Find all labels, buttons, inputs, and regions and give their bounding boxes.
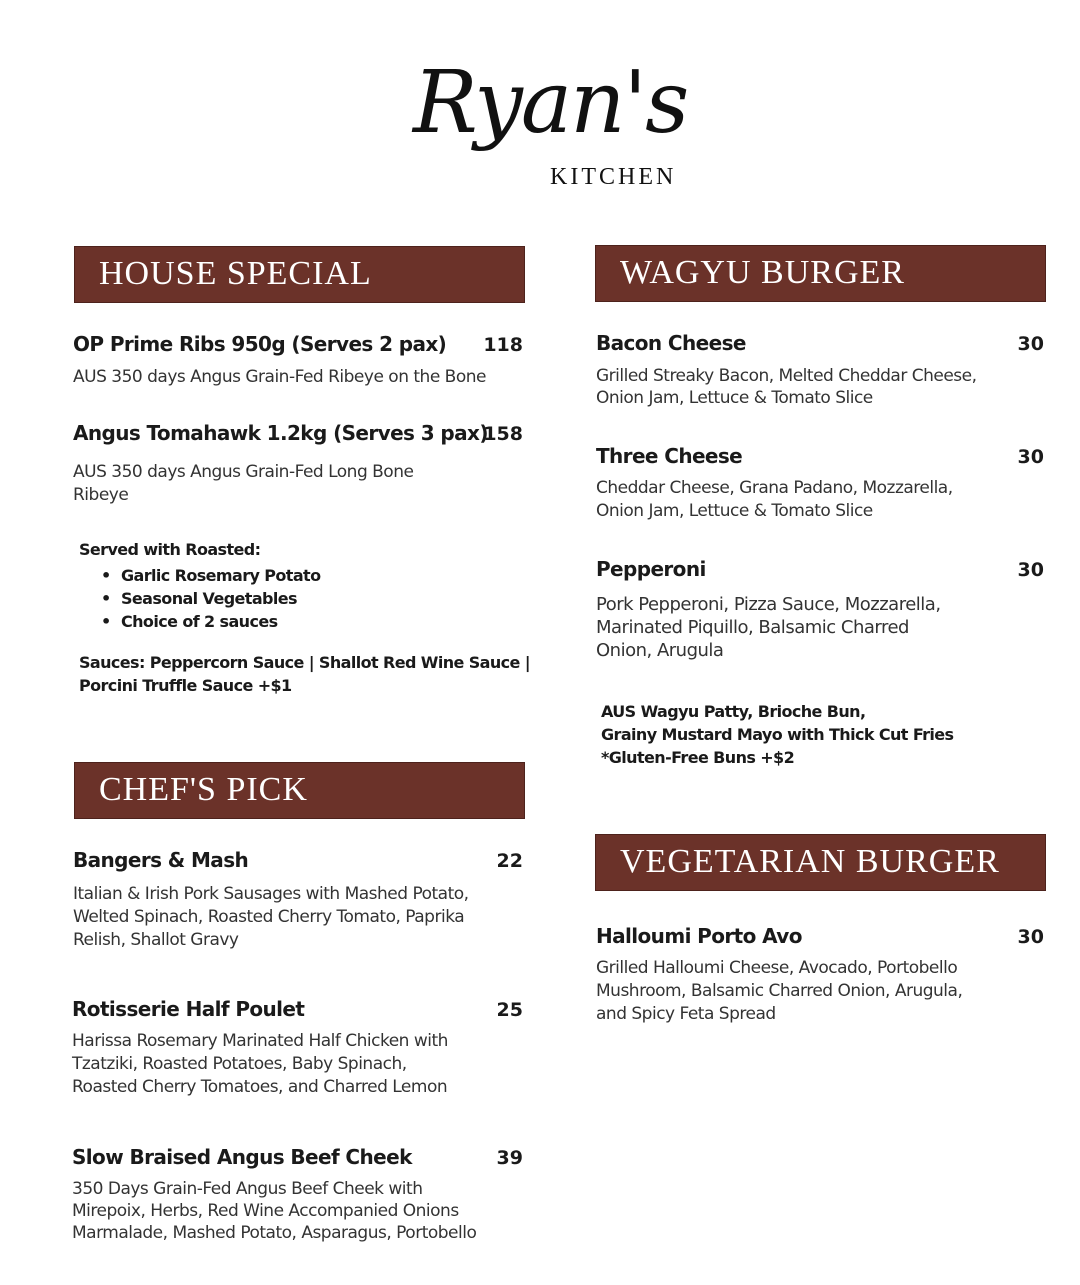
list-item-label: Choice of 2 sauces: [121, 612, 278, 631]
item-price: 30: [1017, 446, 1044, 468]
item-price: 22: [496, 850, 523, 872]
item-desc: Relish, Shallot Gravy: [73, 930, 239, 950]
vegetarian-burger-title: VEGETARIAN BURGER: [620, 843, 1000, 880]
item-desc: Roasted Cherry Tomatoes, and Charred Lemon: [72, 1077, 448, 1097]
wagyu-note: AUS Wagyu Patty, Brioche Bun,: [601, 702, 866, 721]
item-desc: Italian & Irish Pork Sausages with Mashed Potato,: [73, 884, 469, 904]
item-desc: Welted Spinach, Roasted Cherry Tomato, Paprika: [73, 907, 465, 927]
item-name: Rotisserie Half Poulet: [72, 997, 305, 1021]
logo-script: Ryan's: [413, 53, 688, 153]
item-price: 39: [496, 1147, 523, 1169]
item-desc: AUS 350 days Angus Grain-Fed Long Bone: [73, 462, 414, 482]
item-price: 30: [1017, 926, 1044, 948]
item-desc: Tzatziki, Roasted Potatoes, Baby Spinach,: [72, 1054, 407, 1074]
item-desc: Onion, Arugula: [596, 640, 724, 661]
item-name: Bangers & Mash: [73, 848, 249, 872]
served-with-list: [79, 564, 321, 633]
sauces-note: Porcini Truffle Sauce +$1: [79, 676, 292, 695]
chefs-pick-title: CHEF'S PICK: [99, 771, 308, 808]
item-price: 118: [483, 334, 523, 356]
vegetarian-burger-banner: [595, 834, 1046, 891]
list-item-label: Seasonal Vegetables: [121, 589, 297, 608]
item-desc: Mirepoix, Herbs, Red Wine Accompanied Onions: [72, 1201, 459, 1221]
item-desc: Grilled Streaky Bacon, Melted Cheddar Cheese,: [596, 366, 977, 386]
item-name: Halloumi Porto Avo: [596, 924, 802, 948]
item-price: 30: [1017, 559, 1044, 581]
item-name: Angus Tomahawk 1.2kg (Serves 3 pax): [73, 421, 488, 445]
item-desc: Grilled Halloumi Cheese, Avocado, Portobello: [596, 958, 958, 978]
wagyu-note: *Gluten-Free Buns +$2: [601, 748, 795, 767]
house-special-banner: [74, 246, 525, 303]
list-item-label: Garlic Rosemary Potato: [121, 566, 321, 585]
item-desc: Pork Pepperoni, Pizza Sauce, Mozzarella,: [596, 594, 941, 615]
item-desc: and Spicy Feta Spread: [596, 1004, 776, 1024]
item-desc: Marmalade, Mashed Potato, Asparagus, Portobello: [72, 1223, 477, 1243]
item-desc: Onion Jam, Lettuce & Tomato Slice: [596, 501, 873, 521]
wagyu-note: Grainy Mustard Mayo with Thick Cut Fries: [601, 725, 954, 744]
item-desc: Harissa Rosemary Marinated Half Chicken with: [72, 1031, 448, 1051]
served-with-label: Served with Roasted:: [79, 540, 261, 559]
item-name: Pepperoni: [596, 557, 706, 581]
item-name: OP Prime Ribs 950g (Serves 2 pax): [73, 332, 447, 356]
chefs-pick-banner: [74, 762, 525, 819]
item-price: 25: [496, 999, 523, 1021]
item-price: 30: [1017, 333, 1044, 355]
house-special-title: HOUSE SPECIAL: [99, 255, 372, 292]
item-desc: 350 Days Grain-Fed Angus Beef Cheek with: [72, 1179, 423, 1199]
item-desc: Cheddar Cheese, Grana Padano, Mozzarella,: [596, 478, 953, 498]
item-name: Bacon Cheese: [596, 331, 746, 355]
item-name: Three Cheese: [596, 444, 743, 468]
item-name: Slow Braised Angus Beef Cheek: [72, 1145, 412, 1169]
item-desc: Ribeye: [73, 485, 129, 505]
list-item: • Choice of 2 sauces: [101, 612, 278, 631]
restaurant-logo: [405, 53, 705, 210]
item-desc: Onion Jam, Lettuce & Tomato Slice: [596, 388, 873, 408]
item-desc: Mushroom, Balsamic Charred Onion, Arugula,: [596, 981, 963, 1001]
wagyu-burger-title: WAGYU BURGER: [620, 254, 905, 291]
list-item: • Seasonal Vegetables: [101, 589, 297, 608]
logo-subtitle: KITCHEN: [550, 164, 677, 190]
sauces-note: Sauces: Peppercorn Sauce | Shallot Red Wine Sauce |: [79, 653, 531, 672]
item-price: 158: [483, 423, 523, 445]
list-item: • Garlic Rosemary Potato: [101, 566, 321, 585]
item-desc: AUS 350 days Angus Grain-Fed Ribeye on the Bone: [73, 367, 486, 387]
item-desc: Marinated Piquillo, Balsamic Charred: [596, 617, 909, 638]
wagyu-burger-banner: [595, 245, 1046, 302]
